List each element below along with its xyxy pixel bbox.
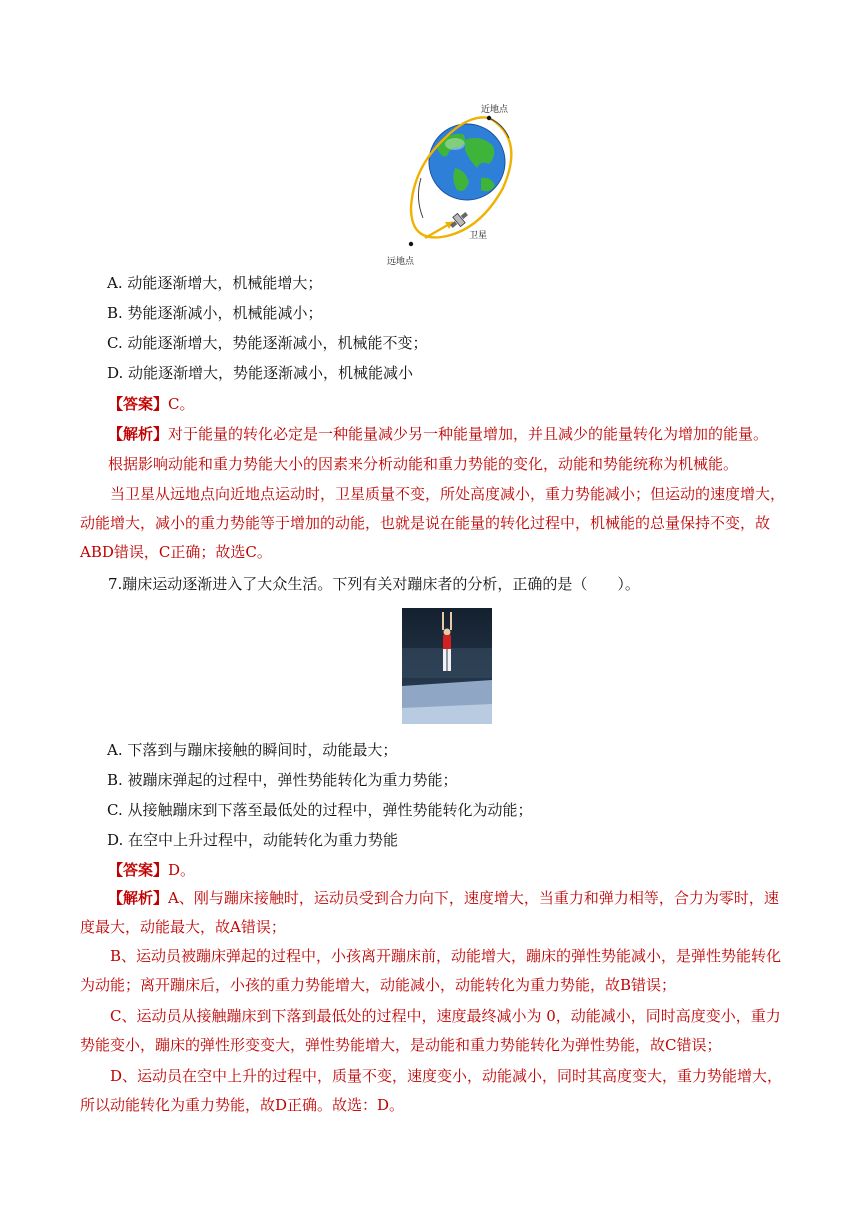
q6-analysis-line-2: 根据影响动能和重力势能大小的因素来分析动能和重力势能的变化，动能和势能统称为机械能。 [108, 455, 739, 473]
q6-option-b: B. 势能逐渐减小，机械能减小； [107, 304, 323, 322]
q6-option-a: A. 动能逐渐增大，机械能增大； [107, 274, 323, 292]
q7-analysis-b: B、运动员被蹦床弹起的过程中，小孩离开蹦床前，动能增大，蹦床的弹性势能减小，是弹性势能转化为动能；离开蹦床后，小孩的重力势能增大，动能减小，动能转化为重力势能，故B错误； [80, 947, 782, 994]
q7-answer-tag: 【答案】 [108, 861, 169, 879]
q6-answer [108, 394, 195, 414]
q7-answer-text: D。 [168, 861, 196, 879]
q6-analysis-line-1 [108, 424, 768, 444]
q7-analysis-a-text: A、刚与蹦床接触时，运动员受到合力向下，速度增大，当重力和弹力相等，合力为零时，速度最大，动能最大，故A错误； [80, 889, 779, 936]
q7-analysis-tag: 【解析】 [108, 889, 169, 907]
q6-analysis-tag: 【解析】 [108, 425, 169, 443]
q7-option-b: B. 被蹦床弹起的过程中，弹性势能转化为重力势能； [107, 771, 458, 789]
q7-analysis-d: D、运动员在空中上升的过程中，质量不变，速度变小，动能减小，同时其高度变大，重力势能增大，所以动能转化为重力势能，故D正确。故选：D。 [80, 1067, 783, 1114]
q7-analysis-a [80, 884, 792, 942]
q7-question: 7.蹦床运动逐渐进入了大众生活。下列有关对蹦床者的分析，正确的是（ ）。 [108, 575, 640, 593]
q7-option-a: A. 下落到与蹦床接触的瞬间时，动能最大； [107, 741, 398, 759]
earth-icon [429, 124, 505, 200]
q6-option-d: D. 动能逐渐增大，势能逐渐减小，机械能减小 [107, 364, 414, 382]
q7-option-d: D. 在空中上升过程中，动能转化为重力势能 [107, 831, 399, 849]
label-near-point: 近地点 [481, 105, 509, 115]
q6-analysis-text-1: 对于能量的转化必定是一种能量减少另一种能量增加，并且减少的能量转化为增加的能量。 [168, 425, 769, 443]
label-satellite: 卫星 [469, 231, 488, 241]
q6-answer-tag: 【答案】 [108, 395, 169, 413]
q7-option-c: C. 从接触蹦床到下落至最低处的过程中，弹性势能转化为动能； [107, 801, 533, 819]
q6-answer-text: C。 [168, 395, 195, 413]
trampoline-photo [402, 608, 492, 724]
q7-analysis-c: C、运动员从接触蹦床到下落到最低处的过程中，速度最终减小为 0，动能减小，同时高度变小，重力势能变小，蹦床的弹性形变变大，弹性势能增大，是动能和重力势能转化为弹性势能，故C错误； [80, 1007, 781, 1054]
label-far-point: 远地点 [387, 257, 415, 267]
q6-analysis-paragraph-3: 当卫星从远地点向近地点运动时，卫星质量不变，所处高度减小，重力势能减小；但运动的速度增大，动能增大，减小的重力势能等于增加的动能，也就是说在能量的转化过程中，机械能的总量保持不变，故ABD错误，C正确；故选C。 [80, 485, 786, 561]
q7-answer [108, 860, 195, 880]
q6-option-c: C. 动能逐渐增大，势能逐渐减小，机械能不变； [107, 334, 428, 352]
satellite-orbit-figure [385, 98, 525, 270]
